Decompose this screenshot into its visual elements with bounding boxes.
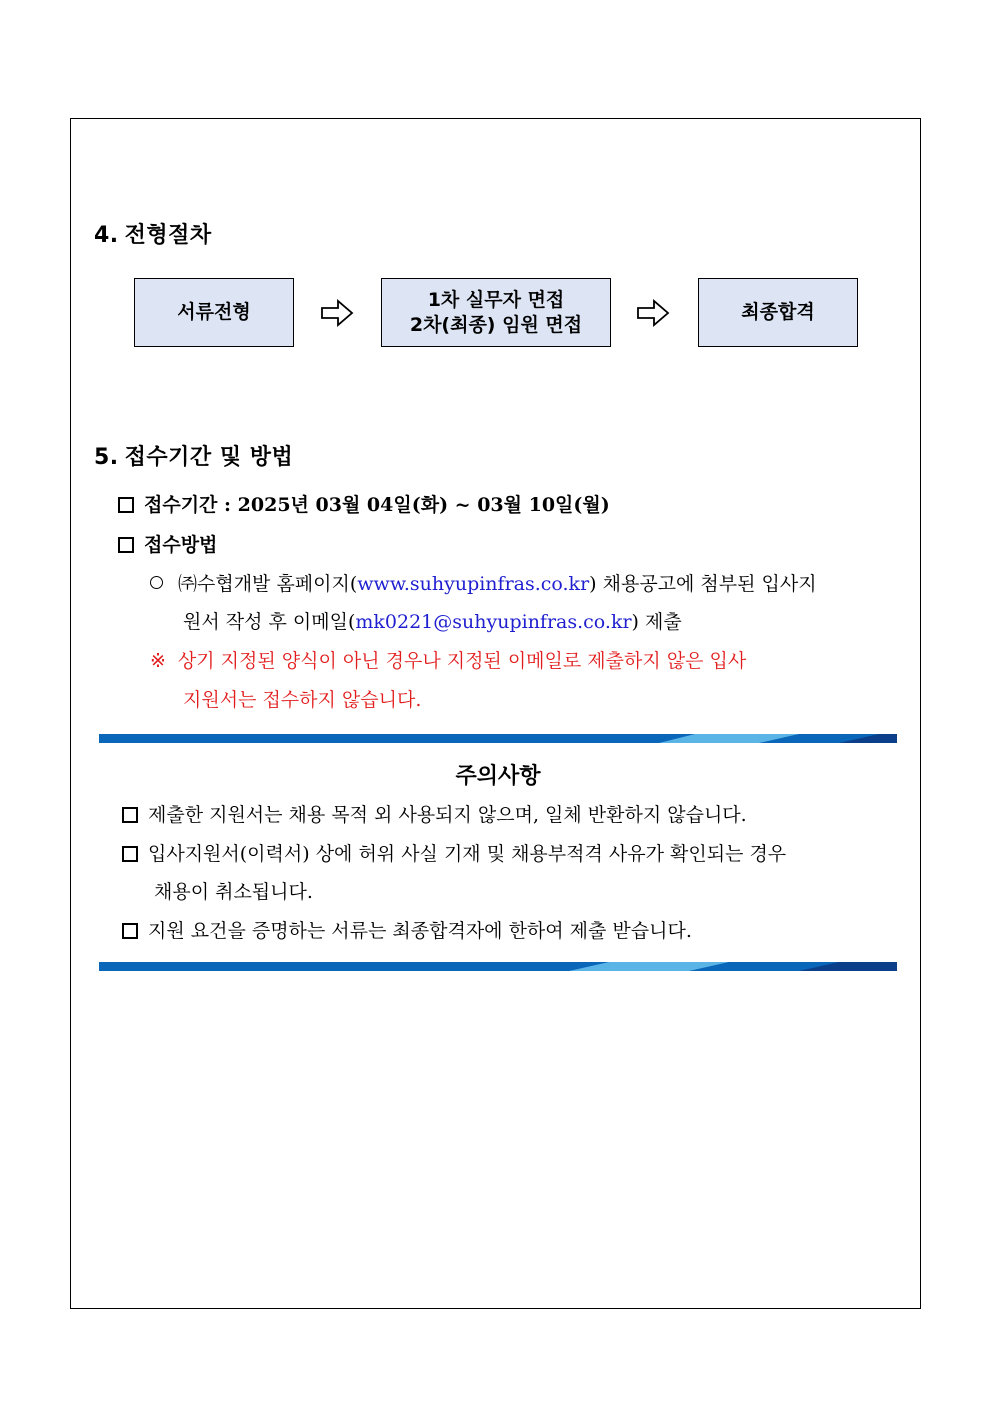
- notice-item-3: [122, 919, 692, 943]
- checkbox-square-icon: [122, 807, 138, 823]
- reference-mark-icon: ※: [150, 650, 166, 672]
- checkbox-square-icon: [122, 923, 138, 939]
- step-document-screening: [134, 278, 294, 347]
- notice-item-2: [122, 842, 786, 866]
- hollow-right-arrow-icon: [636, 298, 670, 328]
- section-4-number: 4.: [94, 223, 119, 248]
- method-detail-line-1: [150, 572, 896, 596]
- section-5-title: 접수기간 및 방법: [124, 445, 294, 470]
- bullet-circle-icon: [150, 576, 163, 589]
- checkbox-square-icon: [122, 846, 138, 862]
- step-2-label-line2: 2차(최종) 임원 면접: [409, 313, 583, 336]
- method-line1-post: ) 채용공고에 첨부된 입사지: [589, 573, 817, 595]
- notice-item-2-continued: [154, 880, 313, 904]
- notice-item-2-text-2: 채용이 취소됩니다.: [154, 881, 313, 903]
- warning-text-1: 상기 지정된 양식이 아닌 경우나 지정된 이메일로 제출하지 않은 입사: [177, 650, 747, 672]
- section-4-heading: [94, 218, 212, 249]
- application-period-line: [118, 493, 610, 517]
- notice-item-2-text-1: 입사지원서(이력서) 상에 허위 사실 기재 및 채용부적격 사유가 확인되는 경우: [148, 843, 787, 865]
- email-address-link[interactable]: mk0221@suhyupinfras.co.kr: [355, 611, 632, 633]
- notice-item-1-text: 제출한 지원서는 채용 목적 외 사용되지 않으며, 일체 반환하지 않습니다.: [148, 804, 747, 826]
- hollow-right-arrow-icon: [320, 298, 354, 328]
- notice-item-1: [122, 803, 747, 827]
- application-method-label: 접수방법: [144, 534, 218, 556]
- application-period-value: 2025년 03월 04일(화) ~ 03월 10일(월): [237, 494, 610, 516]
- notice-top-stripe: [99, 734, 897, 743]
- step-final-pass: [698, 278, 858, 347]
- step-1-label: 서류전형: [177, 301, 251, 323]
- homepage-url-link[interactable]: www.suhyupinfras.co.kr: [357, 573, 590, 595]
- warning-text-2: 지원서는 접수하지 않습니다.: [183, 689, 422, 711]
- notice-item-3-text: 지원 요건을 증명하는 서류는 최종합격자에 한하여 제출 받습니다.: [148, 920, 692, 942]
- section-5-heading: [94, 440, 293, 471]
- step-2-label-line1: 1차 실무자 면접: [427, 288, 565, 311]
- notice-title: 주의사항: [455, 764, 541, 789]
- application-method-line: [118, 533, 217, 557]
- notice-bottom-stripe: [99, 962, 897, 971]
- step-interviews: [381, 278, 611, 347]
- method-line2-post: ) 제출: [631, 611, 682, 633]
- warning-line-2: [183, 688, 421, 712]
- step-3-label: 최종합격: [741, 301, 815, 323]
- section-4-title: 전형절차: [124, 223, 212, 248]
- method-line2-pre: 원서 작성 후 이메일(: [183, 611, 356, 633]
- checkbox-square-icon: [118, 537, 134, 553]
- warning-line-1: [150, 649, 896, 673]
- application-period-label: 접수기간 :: [144, 494, 238, 516]
- method-detail-line-2: [183, 610, 682, 634]
- method-line1-pre: ㈜수협개발 홈페이지(: [178, 573, 358, 595]
- section-5-number: 5.: [94, 445, 119, 470]
- checkbox-square-icon: [118, 497, 134, 513]
